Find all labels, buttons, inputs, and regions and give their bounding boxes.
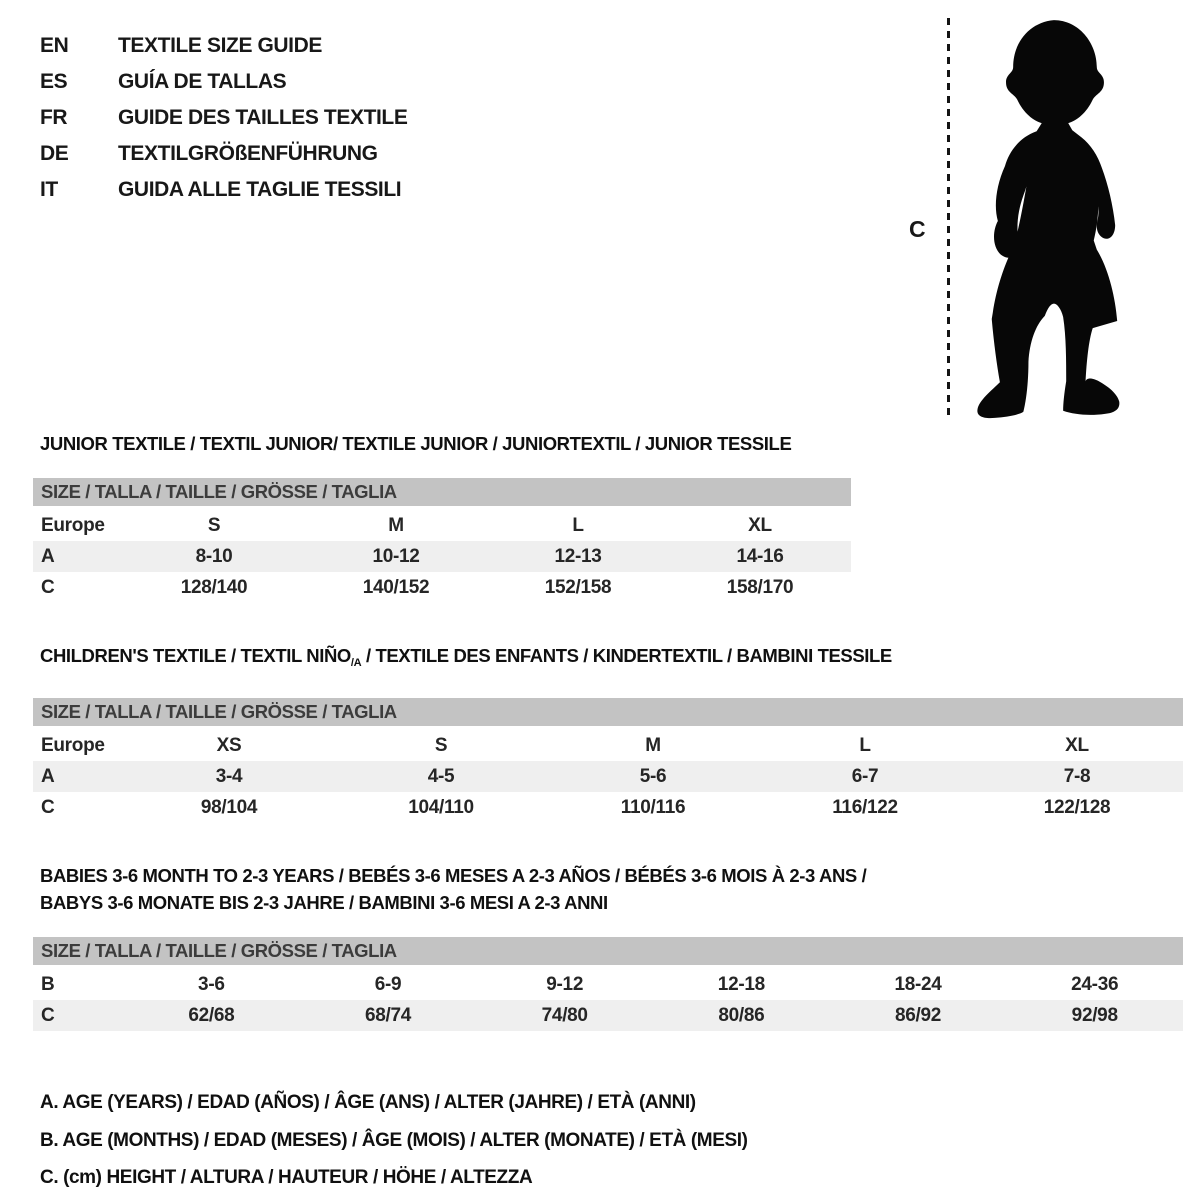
- language-row-fr: [40, 100, 407, 136]
- section-title-children: [33, 642, 1183, 677]
- title-text: CHILDREN'S TEXTILE / TEXTIL NIÑO: [40, 645, 351, 666]
- cell-value: M: [645, 734, 661, 756]
- language-title: GUIDE DES TAILLES TEXTILE: [118, 106, 408, 129]
- language-code: ES: [40, 70, 68, 93]
- cell-value: 14-16: [736, 545, 784, 567]
- cell-value: 110/116: [620, 796, 686, 818]
- cell-value: 62/68: [188, 1004, 235, 1026]
- height-figure: [895, 12, 1175, 424]
- row-label: A: [41, 765, 55, 787]
- cell-value: 9-12: [546, 973, 584, 995]
- cell-value: 5-6: [639, 765, 667, 787]
- cell-value: 98/104: [200, 796, 258, 818]
- cell-value: 3-4: [215, 765, 243, 787]
- row-label: A: [41, 545, 55, 567]
- cell-value: 12-18: [717, 973, 765, 995]
- cell-value: XL: [748, 514, 772, 536]
- cell-value: 122/128: [1043, 796, 1111, 818]
- cell-value: 104/110: [408, 796, 474, 818]
- cell-value: 6-9: [374, 973, 402, 995]
- language-row-en: [40, 28, 407, 64]
- section-title-babies-line1: [33, 862, 1183, 889]
- cell-value: S: [207, 514, 221, 536]
- cell-value: 4-5: [427, 765, 455, 787]
- section-title-junior: [33, 430, 1183, 457]
- cell-value: 140/152: [362, 576, 430, 598]
- cell-value: 116/122: [832, 796, 898, 818]
- table-row-junior-c: [33, 572, 851, 603]
- row-label: C: [41, 576, 55, 598]
- legend-line-c: C. (cm) HEIGHT / ALTURA / HAUTEUR / HÖHE / ALTEZZA: [40, 1167, 533, 1188]
- cell-value: 152/158: [544, 576, 612, 598]
- cell-value: 158/170: [726, 576, 794, 598]
- cell-value: XL: [1065, 734, 1089, 756]
- table-row-junior-europe: [33, 510, 851, 541]
- title-text: BABIES 3-6 MONTH TO 2-3 YEARS / BEBÉS 3-6 MESES A 2-3 AÑOS / BÉBÉS 3-6 MOIS À 2-3 ANS /: [40, 865, 867, 886]
- cell-value: 128/140: [180, 576, 248, 598]
- height-measure-label: C: [909, 216, 926, 242]
- title-subscript: /A: [350, 657, 362, 669]
- title-text: / TEXTILE DES ENFANTS / KINDERTEXTIL / BAMBINI TESSILE: [361, 645, 892, 666]
- height-dashed-line: [947, 18, 950, 416]
- row-label: C: [41, 1004, 55, 1026]
- cell-value: 24-36: [1071, 973, 1119, 995]
- language-title-list: [40, 28, 407, 208]
- language-row-de: [40, 136, 407, 172]
- cell-value: 18-24: [894, 973, 942, 995]
- language-row-es: [40, 64, 407, 100]
- table-row-children-europe: [33, 730, 1183, 761]
- table-row-children-a: [33, 761, 1183, 792]
- title-text: JUNIOR TEXTILE / TEXTIL JUNIOR/ TEXTILE JUNIOR / JUNIORTEXTIL / JUNIOR TESSILE: [40, 433, 792, 454]
- language-code: DE: [40, 142, 69, 165]
- language-code: IT: [40, 178, 58, 201]
- section-children: [33, 642, 1183, 823]
- legend-line-b: B. AGE (MONTHS) / EDAD (MESES) / ÂGE (MOIS) / ALTER (MONATE) / ETÀ (MESI): [40, 1129, 748, 1151]
- language-code: EN: [40, 34, 69, 57]
- cell-value: 10-12: [372, 545, 420, 567]
- cell-value: 74/80: [541, 1004, 588, 1026]
- row-label: Europe: [41, 734, 105, 756]
- cell-value: 12-13: [554, 545, 602, 567]
- row-label: Europe: [41, 514, 105, 536]
- size-header-bar: SIZE / TALLA / TAILLE / GRÖSSE / TAGLIA: [33, 698, 1183, 726]
- legend: [33, 1084, 1183, 1197]
- row-label: B: [41, 973, 55, 995]
- language-title: GUÍA DE TALLAS: [118, 70, 287, 93]
- table-row-children-c: [33, 792, 1183, 823]
- title-text: BABYS 3-6 MONATE BIS 2-3 JAHRE / BAMBINI 3-6 MESI A 2-3 ANNI: [40, 892, 608, 913]
- cell-value: 92/98: [1071, 1004, 1118, 1026]
- cell-value: L: [859, 734, 871, 756]
- size-tables: [33, 430, 1183, 1197]
- cell-value: S: [434, 734, 448, 756]
- size-header-bar: SIZE / TALLA / TAILLE / GRÖSSE / TAGLIA: [33, 937, 1183, 965]
- cell-value: 68/74: [364, 1004, 412, 1026]
- cell-value: 8-10: [195, 545, 233, 567]
- cell-value: 80/86: [718, 1004, 765, 1026]
- table-row-junior-a: [33, 541, 851, 572]
- cell-value: 3-6: [198, 973, 225, 995]
- legend-line-a: A. AGE (YEARS) / EDAD (AÑOS) / ÂGE (ANS) / ALTER (JAHRE) / ETÀ (ANNI): [40, 1092, 696, 1113]
- language-code: FR: [40, 106, 68, 129]
- language-title: TEXTILGRÖßENFÜHRUNG: [118, 142, 378, 165]
- section-babies: [33, 862, 1183, 1031]
- size-header-bar: SIZE / TALLA / TAILLE / GRÖSSE / TAGLIA: [33, 478, 851, 506]
- row-label: C: [41, 796, 55, 818]
- cell-value: L: [572, 514, 584, 536]
- language-title: TEXTILE SIZE GUIDE: [118, 34, 322, 57]
- section-title-babies-line2: [33, 889, 1183, 916]
- cell-value: 6-7: [851, 765, 879, 787]
- cell-value: 7-8: [1063, 765, 1091, 787]
- language-title: GUIDA ALLE TAGLIE TESSILI: [118, 178, 402, 201]
- section-junior: [33, 430, 1183, 603]
- toddler-silhouette-icon: [961, 14, 1151, 422]
- cell-value: M: [388, 514, 404, 536]
- table-row-babies-c: [33, 1000, 1183, 1031]
- cell-value: 86/92: [895, 1004, 942, 1026]
- language-row-it: [40, 172, 407, 208]
- cell-value: XS: [216, 734, 242, 756]
- table-row-babies-b: [33, 969, 1183, 1000]
